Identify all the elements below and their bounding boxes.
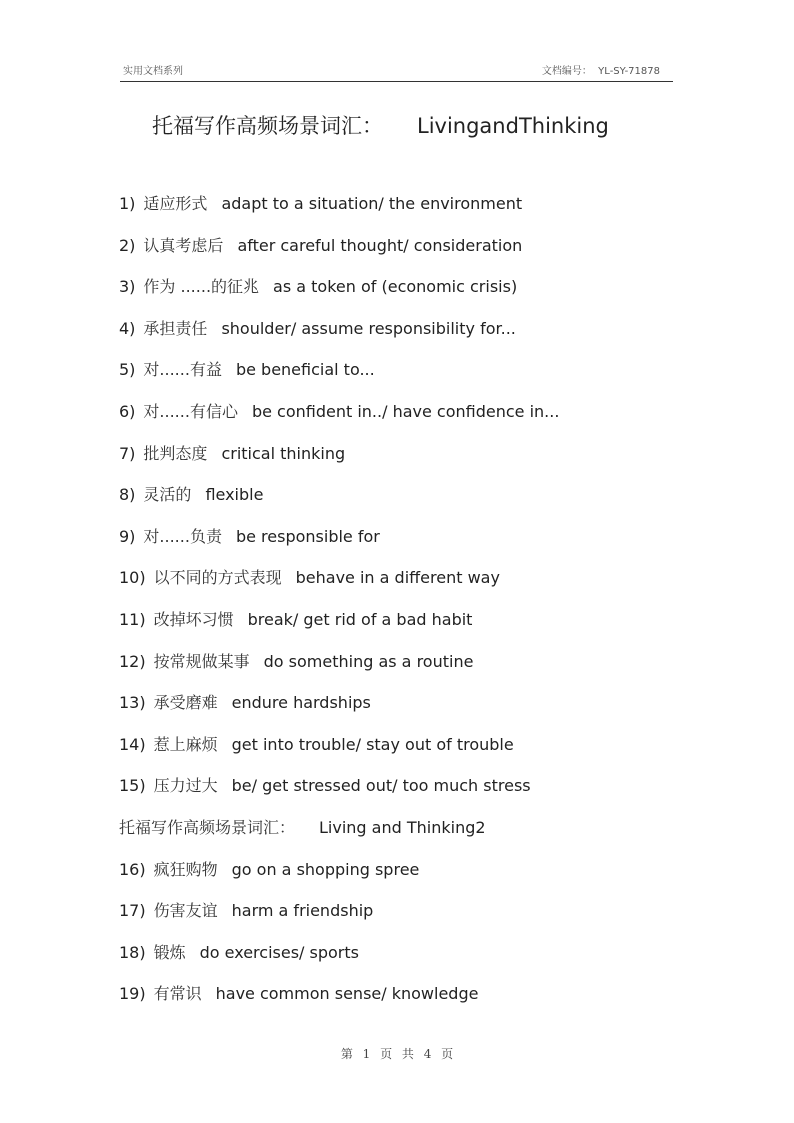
vocabulary-entry — [119, 232, 559, 274]
entry-chinese: 压力过大 — [153, 776, 218, 796]
entry-number: 10) — [119, 568, 146, 588]
entry-english: go on a shopping spree — [231, 859, 420, 879]
entry-chinese: 认真考虑后 — [143, 235, 224, 255]
entry-chinese: 惹上麻烦 — [153, 734, 218, 754]
entry-number: 18) — [119, 942, 146, 962]
entry-chinese: 疯狂购物 — [153, 859, 218, 879]
entry-english: be beneficial to... — [235, 360, 375, 380]
entry-number: 15) — [119, 776, 146, 796]
vocabulary-entry — [119, 190, 559, 232]
entry-number: 1) — [119, 194, 136, 213]
page-number-footer: 第 1 页 共 4 页 — [340, 1047, 454, 1061]
vocabulary-entry — [119, 398, 559, 440]
entry-chinese: 灵活的 — [143, 485, 192, 505]
entry-english: be/ get stressed out/ too much stress — [231, 776, 531, 796]
vocabulary-entry — [119, 897, 559, 939]
entry-english: have common sense/ knowledge — [215, 984, 479, 1004]
vocabulary-entry — [119, 939, 559, 981]
entry-chinese: 改掉坏习惯 — [153, 609, 234, 629]
subheading-chinese: 托福写作高频场景词汇： — [119, 817, 296, 837]
entry-chinese: 承担责任 — [143, 318, 208, 338]
entry-chinese: 按常规做某事 — [153, 651, 250, 671]
entry-english: break/ get rid of a bad habit — [247, 609, 473, 629]
entry-chinese: 承受磨难 — [153, 693, 218, 713]
entry-english: do something as a routine — [263, 651, 474, 671]
vocabulary-entry — [119, 481, 559, 523]
vocabulary-entry — [119, 440, 559, 482]
vocabulary-entry — [119, 356, 559, 398]
entry-english: after careful thought/ consideration — [237, 235, 523, 255]
vocabulary-entry — [119, 523, 559, 565]
entry-english: critical thinking — [221, 443, 346, 463]
entry-number: 12) — [119, 651, 146, 671]
entry-number: 4) — [119, 318, 136, 338]
entry-chinese: 批判态度 — [143, 443, 208, 463]
vocabulary-entry — [119, 731, 559, 773]
entry-english: shoulder/ assume responsibility for... — [221, 318, 516, 338]
entry-number: 14) — [119, 734, 146, 754]
entry-english: harm a friendship — [231, 901, 374, 921]
entry-english: as a token of (economic crisis) — [273, 277, 518, 297]
page-title-chinese: 托福写作高频场景词汇： — [152, 114, 383, 138]
entry-number: 2) — [119, 235, 136, 255]
entry-number: 6) — [119, 401, 136, 421]
entry-number: 11) — [119, 609, 146, 629]
entry-chinese: 作为 ......的征兆 — [143, 277, 260, 297]
header-divider — [120, 81, 673, 82]
entry-english: flexible — [205, 485, 264, 505]
subheading-english: Living and Thinking2 — [319, 817, 486, 837]
entry-number: 9) — [119, 526, 136, 546]
vocabulary-entry — [119, 648, 559, 690]
entry-english: adapt to a situation/ the environment — [221, 194, 523, 213]
entry-chinese: 伤害友谊 — [153, 901, 218, 921]
entry-english: get into trouble/ stay out of trouble — [231, 734, 514, 754]
entry-chinese: 对......有益 — [143, 360, 222, 380]
entry-chinese: 有常识 — [153, 984, 202, 1004]
page-title — [152, 110, 609, 140]
entry-number: 8) — [119, 485, 136, 505]
vocabulary-entry — [119, 772, 559, 814]
vocabulary-entry — [119, 980, 559, 1022]
entry-number: 7) — [119, 443, 136, 463]
page-title-english: LivingandThinking — [417, 114, 609, 138]
entry-number: 13) — [119, 693, 146, 713]
vocabulary-entry — [119, 606, 559, 648]
vocabulary-list — [119, 190, 559, 1022]
vocabulary-entry — [119, 856, 559, 898]
entry-english: endure hardships — [231, 693, 371, 713]
vocabulary-entry — [119, 273, 559, 315]
header-document-number: 文档编号： YL-SY-71878 — [541, 66, 660, 77]
entry-english: be confident in../ have confidence in... — [251, 401, 560, 421]
entry-number: 3) — [119, 277, 136, 297]
entry-english: be responsible for — [235, 526, 380, 546]
header-series-label: 实用文档系列 — [123, 66, 183, 77]
entry-number: 19) — [119, 984, 146, 1004]
entry-english: do exercises/ sports — [199, 942, 359, 962]
vocabulary-entry — [119, 689, 559, 731]
vocabulary-entry — [119, 315, 559, 357]
entry-english: behave in a different way — [295, 568, 500, 588]
vocabulary-entry — [119, 564, 559, 606]
entry-number: 5) — [119, 360, 136, 380]
section-subheading — [119, 814, 559, 856]
entry-number: 16) — [119, 859, 146, 879]
entry-chinese: 对......负责 — [143, 526, 222, 546]
entry-number: 17) — [119, 901, 146, 921]
entry-chinese: 以不同的方式表现 — [153, 568, 282, 588]
entry-chinese: 锻炼 — [153, 942, 186, 962]
entry-chinese: 对......有信心 — [143, 401, 238, 421]
entry-chinese: 适应形式 — [143, 194, 208, 213]
